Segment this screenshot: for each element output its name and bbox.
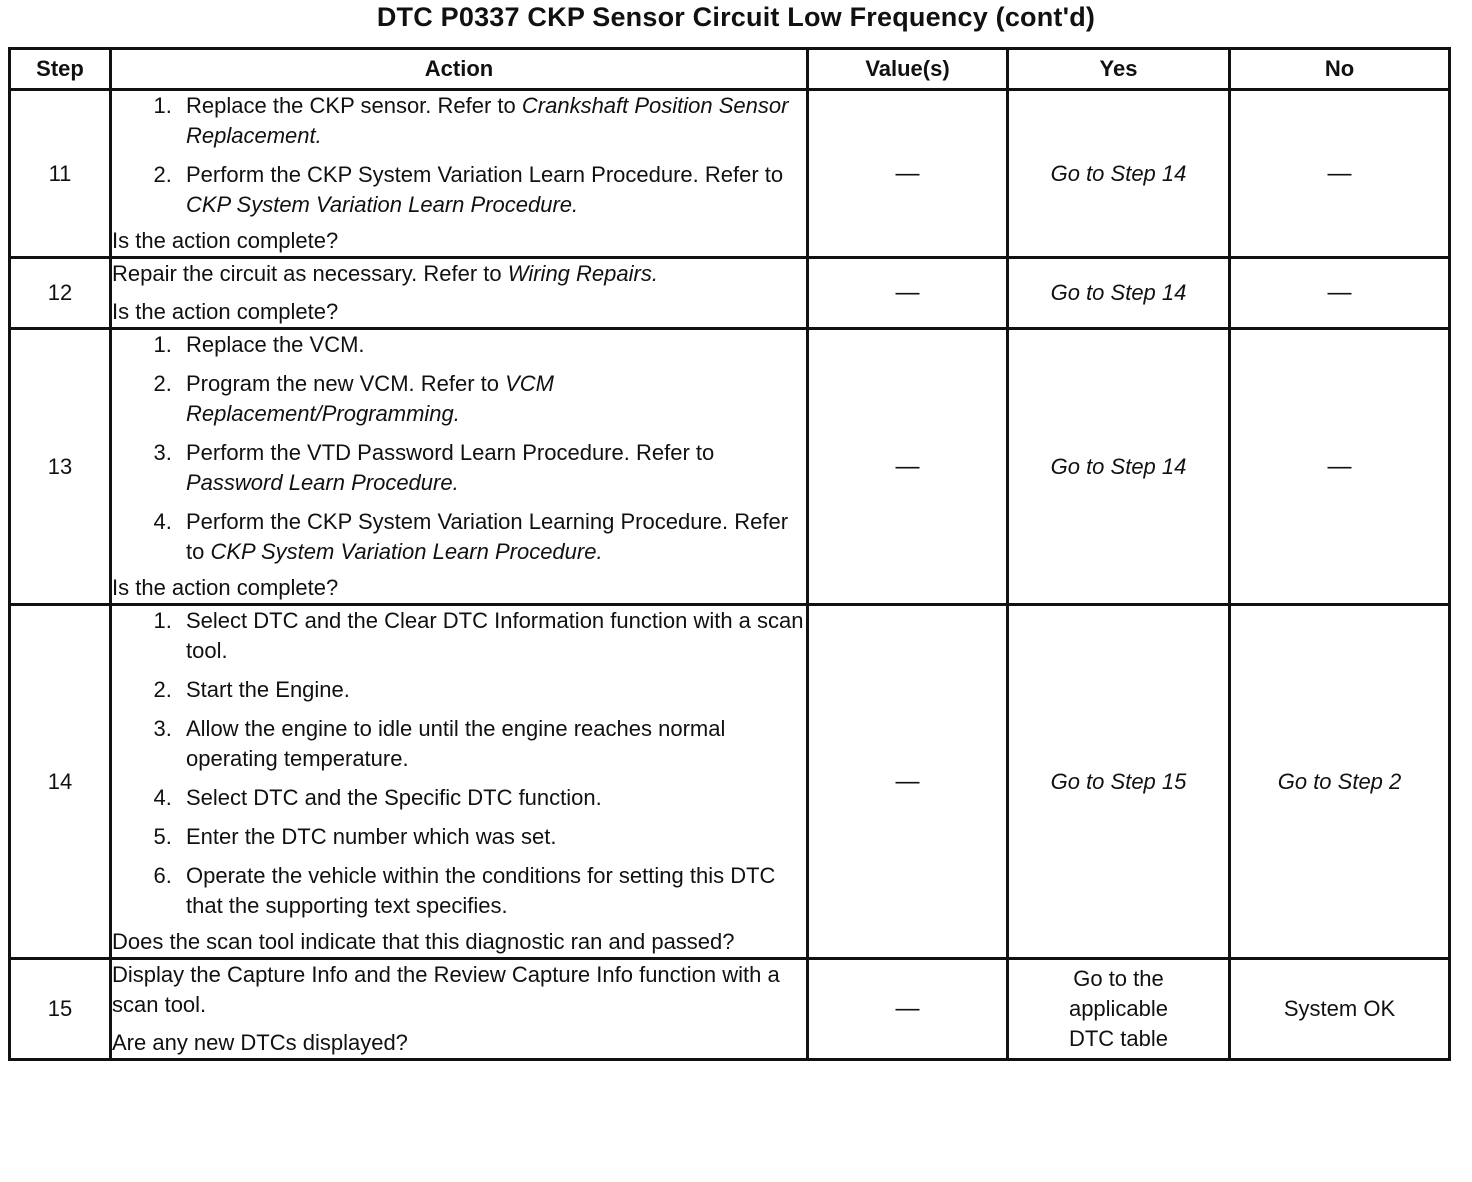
table-row-step-12	[10, 258, 1450, 329]
yes-cell: Go to the applicable DTC table	[1008, 959, 1230, 1060]
yes-cell: Go to Step 14	[1008, 329, 1230, 605]
value-cell: —	[808, 258, 1008, 329]
step-number: 13	[10, 329, 111, 605]
action-step: 3. Perform the VTD Password Learn Procedure. Refer to Password Learn Procedure.	[178, 438, 806, 498]
action-step: 6. Operate the vehicle within the conditions for setting this DTC that the supporting text specifies.	[178, 861, 806, 921]
table-row-step-15	[10, 959, 1450, 1060]
yes-cell: Go to Step 15	[1008, 605, 1230, 959]
no-cell: —	[1230, 90, 1450, 258]
header-row	[10, 49, 1450, 90]
action-question: Does the scan tool indicate that this diagnostic ran and passed?	[112, 929, 735, 954]
header-no: No	[1230, 49, 1450, 90]
table-row-step-11	[10, 90, 1450, 258]
action-step: 2. Perform the CKP System Variation Learn Procedure. Refer to CKP System Variation Learn Procedure.	[178, 160, 806, 220]
action-steps	[112, 330, 806, 567]
header-action: Action	[111, 49, 808, 90]
action-step: 2. Start the Engine.	[178, 675, 806, 705]
action-text: Display the Capture Info and the Review Capture Info function with a scan tool.	[112, 962, 780, 1017]
step-number: 14	[10, 605, 111, 959]
action-question: Is the action complete?	[112, 575, 339, 600]
header-step: Step	[10, 49, 111, 90]
action-step: 1. Replace the CKP sensor. Refer to Crankshaft Position Sensor Replacement.	[178, 91, 806, 151]
action-step: 4. Perform the CKP System Variation Learning Procedure. Refer to CKP System Variation Learn Procedure.	[178, 507, 806, 567]
action-step: 5. Enter the DTC number which was set.	[178, 822, 806, 852]
no-cell: Go to Step 2	[1230, 605, 1450, 959]
action-cell	[111, 605, 808, 959]
page-title: DTC P0337 CKP Sensor Circuit Low Frequency (cont'd)	[376, 2, 1096, 32]
yes-cell: Go to Step 14	[1008, 258, 1230, 329]
action-step: 2. Program the new VCM. Refer to VCM Replacement/Programming.	[178, 369, 806, 429]
action-step: 4. Select DTC and the Specific DTC function.	[178, 783, 806, 813]
action-step: 1. Select DTC and the Clear DTC Information function with a scan tool.	[178, 606, 806, 666]
action-cell	[111, 959, 808, 1060]
value-cell: —	[808, 90, 1008, 258]
table-row-step-14	[10, 605, 1450, 959]
no-cell: System OK	[1230, 959, 1450, 1060]
yes-cell: Go to Step 14	[1008, 90, 1230, 258]
header-yes: Yes	[1008, 49, 1230, 90]
action-cell	[111, 329, 808, 605]
value-cell: —	[808, 959, 1008, 1060]
no-cell: —	[1230, 329, 1450, 605]
action-question: Is the action complete?	[112, 299, 339, 324]
action-cell	[111, 258, 808, 329]
table-row-step-13	[10, 329, 1450, 605]
action-steps	[112, 606, 806, 921]
action-question: Is the action complete?	[112, 228, 339, 253]
header-values: Value(s)	[808, 49, 1008, 90]
action-steps	[112, 91, 806, 220]
step-number: 11	[10, 90, 111, 258]
step-number: 15	[10, 959, 111, 1060]
no-cell: —	[1230, 258, 1450, 329]
action-text: Repair the circuit as necessary. Refer to Wiring Repairs.	[112, 261, 658, 286]
action-question: Are any new DTCs displayed?	[112, 1030, 408, 1055]
diagnostic-table	[8, 47, 1451, 1061]
value-cell: —	[808, 605, 1008, 959]
value-cell: —	[808, 329, 1008, 605]
action-step: 3. Allow the engine to idle until the engine reaches normal operating temperature.	[178, 714, 806, 774]
action-step: 1. Replace the VCM.	[178, 330, 806, 360]
step-number: 12	[10, 258, 111, 329]
action-cell	[111, 90, 808, 258]
